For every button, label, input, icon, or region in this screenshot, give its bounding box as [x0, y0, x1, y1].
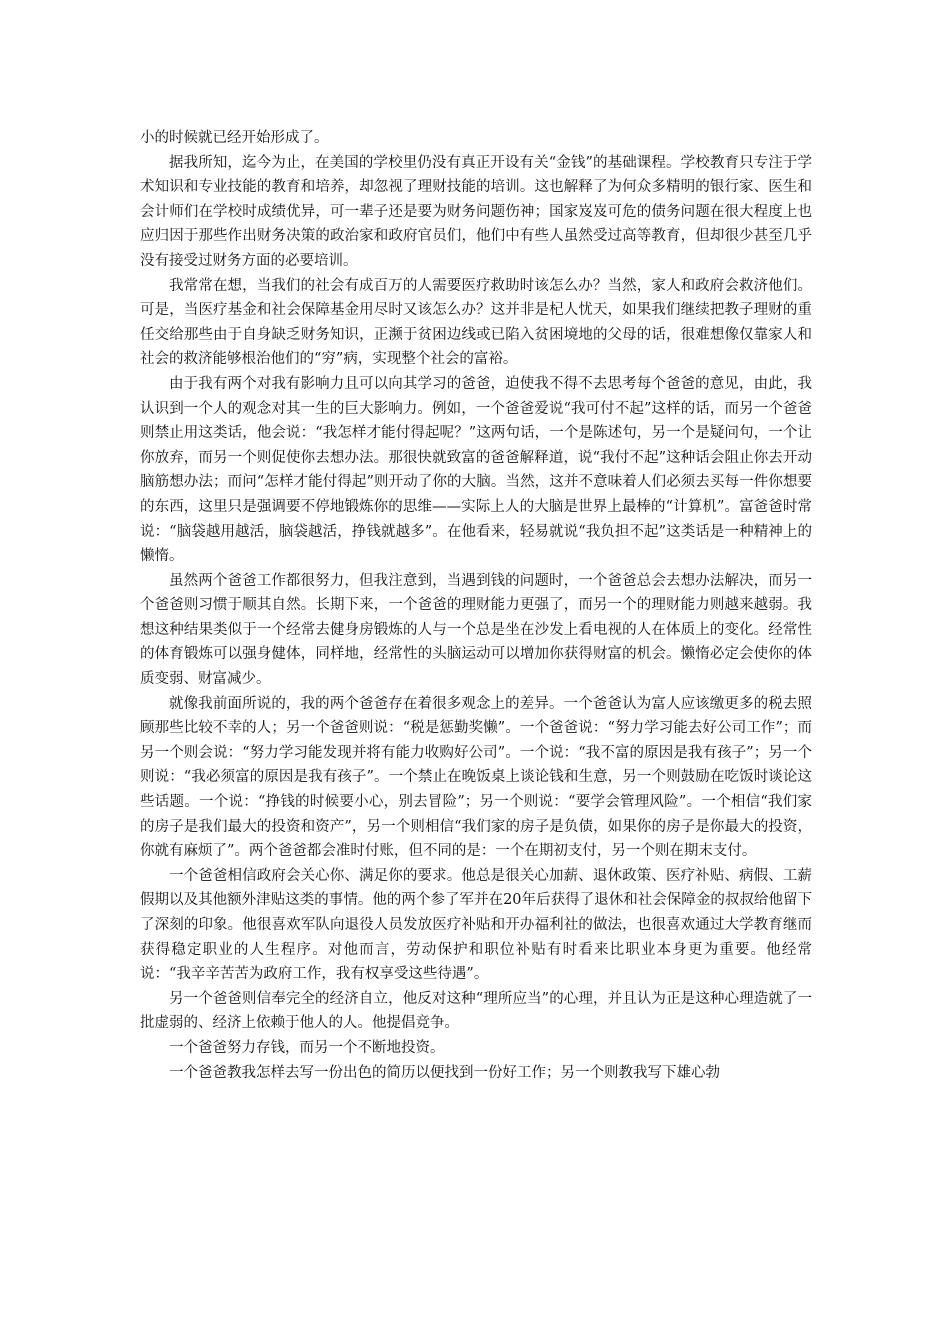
paragraph-continuation: 小的时候就已经开始形成了。 [140, 130, 329, 146]
paragraph-differences: 就像我前面所说的，我的两个爸爸存在着很多观念上的差异。一个爸爸认为富人应该缴更多的税去照顾那些比较不幸的人；另一个爸爸则说：“税是惩勤奖懒”。一个爸爸说：“努力学习能去好公司工作”；而另一个则会说：“努力学习能发现并将有能力收购好公司”。一个说：“我不富的原因是我有孩子”；另一个则说：“我必须富的原因是我有孩子”。一个禁止在晚饭桌上谈论钱和生意，另一个则鼓励在吃饭时谈论这些话题。一个说：“挣钱的时候要小心，别去冒险”；另一个则说：“要学会管理风险”。一个相信“我们家的房子是我们最大的投资和资产”，另一个则相信“我们家的房子是负债，如果你的房子是你最大的投资，你就有麻烦了”。两个爸爸都会准时付账，但不同的是：一个在期初支付，另一个则在期末支付。 [140, 695, 812, 860]
paragraph-self-reliance: 另一个爸爸则信奉完全的经济自立，他反对这种“理所应当”的心理，并且认为正是这种心理造就了一批虚弱的、经济上依赖于他人的人。他提倡竞争。 [140, 990, 812, 1032]
paragraph-resume: 一个爸爸教我怎样去写一份出色的简历以便找到一份好工作；另一个则教我写下雄心勃 [169, 1064, 720, 1081]
paragraph-hard-work: 虽然两个爸爸工作都很努力，但我注意到，当遇到钱的问题时，一个爸爸总会去想办法解决，而另一个爸爸则习惯于顺其自然。长期下来，一个爸爸的理财能力更强了，而另一个的理财能力则越来越弱。我想这种结果类似于一个经常去健身房锻炼的人与一个总是坐在沙发上看电视的人在体质上的变化。经常性的体育锻炼可以强身健体，同样地，经常性的头脑运动可以增加你获得财富的机会。懒惰必定会使你的体质变弱、财富减少。 [140, 572, 812, 688]
paragraph-school-education: 据我所知，迄今为止，在美国的学校里仍没有真正开设有关“金钱”的基础课程。学校教育只专注于学术知识和专业技能的教育和培养，却忽视了理财技能的培训。这也解释了为何众多精明的银行家、医生和会计师们在学校时成绩优异，可一辈子还是要为财务问题伤神；国家岌岌可危的债务问题在很大程度上也应归因于那些作出财务决策的政治家和政府官员们，他们中有些人虽然受过高等教育，但却很少甚至几乎没有接受过财务方面的必要培训。 [140, 154, 812, 269]
paragraph-government: 一个爸爸相信政府会关心你、满足你的要求。他总是很关心加薪、退休政策、医疗补贴、病假、工薪假期以及其他额外津贴这类的事情。他的两个参了军并在20年后获得了退休和社会保障金的叔叔给他留下了深刻的印象。他很喜欢军队向退役人员发放医疗补贴和开办福利社的做法，也很喜欢通过大学教育继而获得稳定职业的人生程序。对他而言，劳动保护和职位补贴有时看来比职业本身更为重要。他经常说：“我辛辛苦苦为政府工作，我有权享受这些待遇”。 [140, 867, 812, 983]
paragraph-medical-aid: 我常常在想，当我们的社会有成百万的人需要医疗救助时该怎么办？当然，家人和政府会救济他们。可是，当医疗基金和社会保障基金用尽时又该怎么办？这并非是杞人忧天，如果我们继续把教子理财的重任交给那些由于自身缺乏财务知识，正濒于贫困边线或已陷入贫困境地的父母的话，很难想像仅靠家人和社会的救济能够根治他们的“穷”病，实现整个社会的富裕。 [140, 277, 812, 368]
document-page [140, 126, 812, 1085]
paragraph-two-dads-mindset: 由于我有两个对我有影响力且可以向其学习的爸爸，迫使我不得不去思考每个爸爸的意见，由此，我认识到一个人的观念对其一生的巨大影响力。例如，一个爸爸爱说“我可付不起”这样的话，而另一个爸爸则禁止用这类话，他会说：“我怎样才能付得起呢？”这两句话，一个是陈述句，另一个是疑问句，一个让你放弃，而另一个则促使你去想办法。那很快就致富的爸爸解释道，说“我付不起”这种话会阻止你去开动脑筋想办法；而问“怎样才能付得起”则开动了你的大脑。当然，这并不意味着人们必须去买每一件你想要的东西，这里只是强调要不停地锻炼你的思维——实际上人的大脑是世界上最棒的“计算机”。富爸爸时常说：“脑袋越用越活，脑袋越活，挣钱就越多”。在他看来，轻易就说“我负担不起”这类话是一种精神上的懒惰。 [140, 375, 812, 565]
paragraph-save-invest: 一个爸爸努力存钱，而另一个不断地投资。 [169, 1039, 445, 1056]
